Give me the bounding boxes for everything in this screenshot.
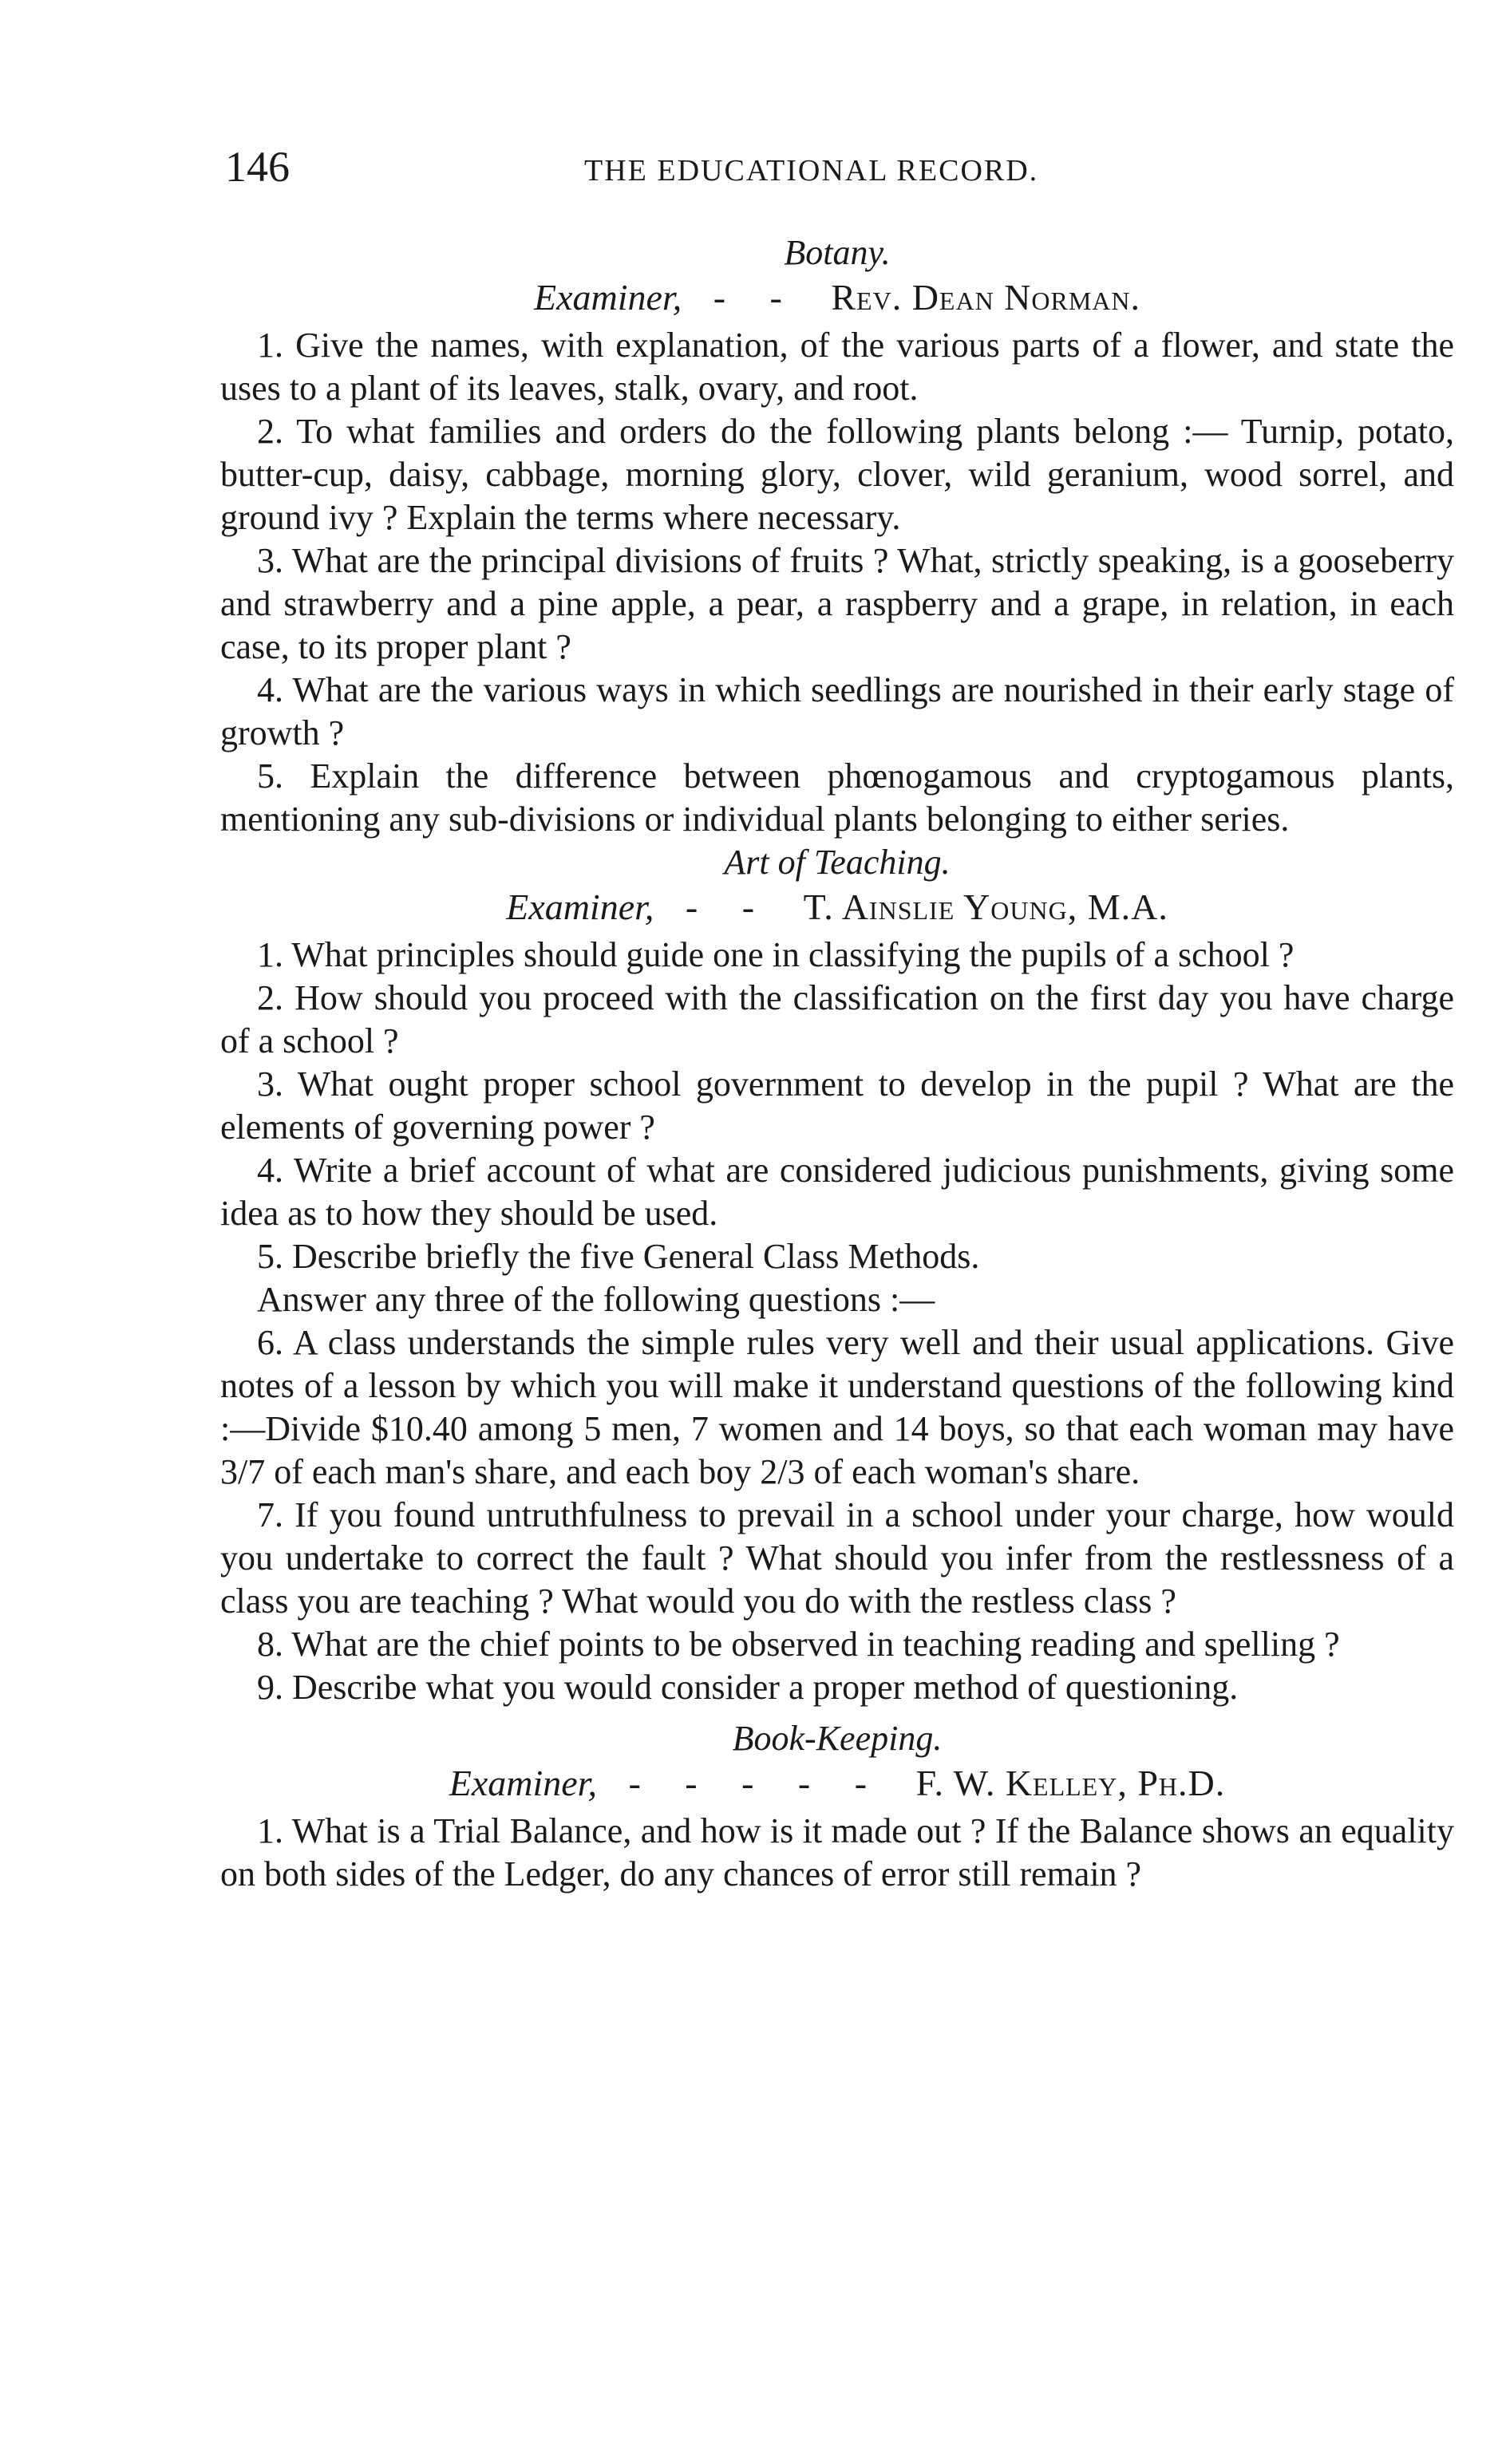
question: 7. If you found untruthfulness to prevail in a school under your charge, how would you undertake to correct the fault ? What should you infer from the restlessness of a class you are teaching ? What would you do with the restless class ? [220,1495,1454,1621]
question: 4. What are the various ways in which seedlings are nourished in their early stage of growth ? [220,670,1454,752]
examiner-line [220,884,1454,930]
examiner-line [220,1760,1454,1807]
examiner-line [220,274,1454,321]
section-botany [220,231,1454,841]
section-title: Botany. [784,233,891,272]
examiner-label: Examiner, [449,1763,597,1803]
section-book-keeping [220,1717,1454,1896]
examiner-dashes: - - [713,277,800,318]
section-art-of-teaching [220,841,1454,1709]
question: 1. What is a Trial Balance, and how is it made out ? If the Balance shows an equality on both sides of the Ledger, do any chances of error still remain ? [220,1811,1454,1893]
question: 2. How should you proceed with the classification on the first day you have charge of a school ? [220,978,1454,1060]
question: 6. A class understands the simple rules very well and their usual applications. Give notes of a lesson by which you will make it understand questions of the following kind :—Divide $10.40 among 5 men, 7 women and 14 boys, so that each woman may have 3/7 of each man's share, and each boy 2/3 of each woman's share. [220,1323,1454,1491]
question: 9. Describe what you would consider a proper method of questioning. [257,1668,1239,1707]
running-title: THE EDUCATIONAL RECORD. [584,154,1039,188]
page-header [225,142,1454,206]
question: 5. Describe briefly the five General Class Methods. [257,1237,980,1276]
section-title: Book-Keeping. [732,1719,943,1758]
section-spacer [220,1709,1454,1717]
question: 3. What ought proper school government to develop in the pupil ? What are the elements of governing power ? [220,1064,1454,1147]
examiner-label: Examiner, [506,886,654,927]
question: 1. Give the names, with explanation, of the various parts of a flower, and state the uses to a plant of its leaves, stalk, ovary, and root. [220,326,1454,408]
examiner-dashes: - - [685,886,773,927]
examiner-name: F. W. Kelley, Ph.D. [915,1763,1226,1803]
examiner-label: Examiner, [533,277,682,318]
examiner-name: T. Ainslie Young, M.A. [803,886,1168,927]
instruction: Answer any three of the following questions :— [257,1280,935,1319]
examiner-name: Rev. Dean Norman. [831,277,1141,318]
question: 4. Write a brief account of what are considered judicious punishments, giving some idea as to how they should be used. [220,1151,1454,1233]
examiner-dashes: - - - - - [628,1763,885,1803]
question: 3. What are the principal divisions of fruits ? What, strictly speaking, is a gooseberry and strawberry and a pine apple, a pear, a raspberry and a grape, in relation, in each case, to its proper plant ? [220,541,1454,666]
page-body [220,231,1454,1896]
question: 2. To what families and orders do the following plants belong :— Turnip, potato, butter-cup, daisy, cabbage, morning glory, clover, wild geranium, wood sorrel, and ground ivy ? Explain the terms where necessary. [220,412,1454,537]
question: 8. What are the chief points to be observed in teaching reading and spelling ? [257,1625,1340,1664]
question: 5. Explain the difference between phœnogamous and cryptogamous plants, mentioning any sub-divisions or individual plants belonging to either series. [220,756,1454,839]
section-title: Art of Teaching. [724,843,951,882]
question: 1. What principles should guide one in classifying the pupils of a school ? [257,935,1295,974]
page-number: 146 [225,143,290,191]
